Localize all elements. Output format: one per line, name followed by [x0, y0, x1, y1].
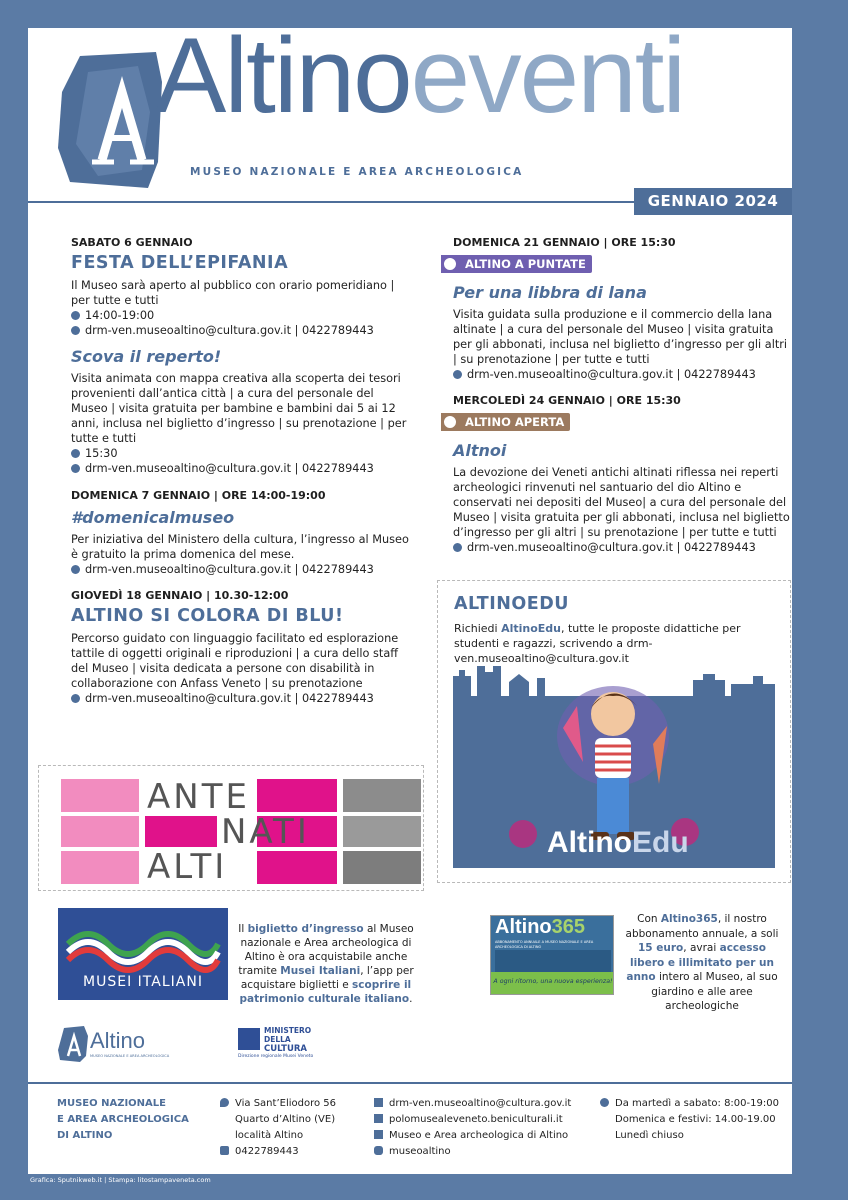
- credits: Grafica: Sputnikweb.it | Stampa: litostampaveneta.com: [30, 1176, 211, 1184]
- box-icon: [441, 413, 459, 431]
- location-icon: [220, 1098, 229, 1107]
- footer-email[interactable]: drm-ven.museoaltino@cultura.gov.it: [389, 1098, 572, 1109]
- event-date: DOMENICA 21 GENNAIO | ORE 15:30: [453, 236, 676, 249]
- event-description: Il Museo sarà aperto al pubblico con orario pomeridiano | per tutte e tutti: [71, 279, 395, 307]
- ministero-logo: MINISTERO DELLA CULTURA Direzione regionale Musei Veneto: [238, 1026, 314, 1059]
- footer-instagram[interactable]: museoaltino: [389, 1146, 451, 1157]
- event-title: Scova il reperto!: [71, 347, 222, 366]
- event-contact[interactable]: drm-ven.museoaltino@cultura.gov.it | 0422789443: [85, 462, 374, 475]
- edu-title: ALTINOEDU: [454, 594, 569, 614]
- event-time: 15:30: [85, 447, 118, 460]
- event-title: FESTA DELL’EPIFANIA: [71, 253, 289, 273]
- phone-icon: [220, 1146, 229, 1155]
- clock-icon: [71, 311, 80, 320]
- info-icon: [453, 543, 462, 552]
- instagram-icon: [374, 1146, 383, 1155]
- footer-address: località Altino: [235, 1130, 304, 1141]
- event-description: Per iniziativa del Ministero della cultura, l’ingresso al Museo è gratuito la prima domenica del mese.: [71, 533, 409, 561]
- event-title: Altnoi: [453, 441, 507, 460]
- altinoedu-box: [437, 580, 791, 883]
- footer-hours: Lunedì chiuso: [615, 1130, 684, 1141]
- calendar-clock-icon: [600, 1098, 609, 1107]
- month-badge: GENNAIO 2024: [634, 188, 792, 215]
- clock-icon: [71, 449, 80, 458]
- facebook-icon: [374, 1130, 383, 1139]
- info-icon: [71, 464, 80, 473]
- footer-facebook[interactable]: Museo e Area archeologica di Altino: [389, 1130, 569, 1141]
- web-icon: [374, 1114, 383, 1123]
- header-rule: [28, 201, 634, 203]
- event-contact[interactable]: drm-ven.museoaltino@cultura.gov.it | 0422789443: [85, 692, 374, 705]
- footer-address: Via Sant’Eliodoro 56: [235, 1098, 336, 1109]
- edu-illustration: [453, 666, 775, 868]
- event-description: Visita animata con mappa creativa alla scoperta dei tesori provenienti dall’antica città | a cura del personale del Museo | visita gratuita per bambine e bambini dai 5 ai 12 anni, inclusa nel biglietto d’ingresso | su prenotazione | per tutte e tutti: [71, 372, 407, 445]
- footer-phone[interactable]: 0422789443: [235, 1146, 299, 1157]
- mail-icon: [374, 1098, 383, 1107]
- altino365-logo: Altino365 ABBONAMENTO ANNUALE A MUSEO NAZIONALE E AREA ARCHEOLOGICA DI ALTINO A ogni ritorno, una nuova esperienza!: [490, 915, 614, 995]
- musei-italiani-text: Il biglietto d’ingresso al Museo nazionale e Area archeologica di Altino è ora acquistabile anche tramite Musei Italiani, l’app per acquistare biglietti e scoprire il patrimonio culturale italiano.: [238, 923, 414, 1005]
- altino-small-logo: Altino MUSEO NAZIONALE E AREA ARCHEOLOGICA: [58, 1026, 188, 1062]
- series-tag: ALTINO A PUNTATE: [441, 255, 592, 273]
- info-icon: [71, 565, 80, 574]
- event-description: Visita guidata sulla produzione e il commercio della lana altinate | a cura del personale del Museo | visita gratuita per gli abbonati, inclusa nel biglietto d’ingresso per gli altri | su prenotazione | per tutte e tutti: [453, 308, 788, 366]
- column-icon: [441, 255, 459, 273]
- footer-address: Quarto d’Altino (VE): [235, 1114, 336, 1125]
- footer-website[interactable]: polomusealeveneto.beniculturali.it: [389, 1114, 563, 1125]
- info-icon: [71, 694, 80, 703]
- masthead-title: Altinoeventi: [155, 15, 685, 135]
- event-contact[interactable]: drm-ven.museoaltino@cultura.gov.it | 0422789443: [85, 324, 374, 337]
- event-title: Per una libbra di lana: [453, 283, 647, 302]
- event-contact[interactable]: drm-ven.museoaltino@cultura.gov.it | 0422789443: [467, 541, 756, 554]
- altino-a-logo: [58, 52, 166, 188]
- footer-hours: Da martedì a sabato: 8:00-19:00: [615, 1098, 779, 1109]
- event-date: DOMENICA 7 GENNAIO | ORE 14:00-19:00: [71, 489, 326, 502]
- left-events-column: [71, 236, 411, 706]
- event-title: ALTINO SI COLORA DI BLU!: [71, 606, 344, 626]
- altinoedu-logo-text: AltinoEdu: [547, 826, 689, 859]
- footer-name: MUSEO NAZIONALE: [57, 1098, 166, 1109]
- masthead-subtitle: MUSEO NAZIONALE E AREA ARCHEOLOGICA: [190, 166, 524, 178]
- footer-name: DI ALTINO: [57, 1130, 113, 1141]
- footer-hours: Domenica e festivi: 14.00-19.00: [615, 1114, 776, 1125]
- info-icon: [71, 326, 80, 335]
- event-contact[interactable]: drm-ven.museoaltino@cultura.gov.it | 0422789443: [467, 368, 756, 381]
- antenati-box: [38, 765, 424, 891]
- footer-name: E AREA ARCHEOLOGICA: [57, 1114, 189, 1125]
- info-icon: [453, 370, 462, 379]
- event-contact[interactable]: drm-ven.museoaltino@cultura.gov.it | 0422789443: [85, 563, 374, 576]
- altino365-text: Con Altino365, il nostro abbonamento annuale, a soli 15 euro, avrai accesso libero e illimitato per un anno intero al Museo, al suo giardino e alle aree archeologiche: [625, 913, 779, 1012]
- event-description: Percorso guidato con linguaggio facilitato ed esplorazione tattile di oggetti originali e riproduzioni | a cura dello staff del Museo | visita dedicata a persone con disabilità in collaborazione con Anfass Veneto | su prenotazione: [71, 632, 399, 690]
- event-time: 14:00-19:00: [85, 309, 155, 322]
- event-title: #domenicalmuseo: [71, 508, 235, 527]
- event-date: SABATO 6 GENNAIO: [71, 236, 193, 249]
- musei-italiani-logo: MUSEI ITALIANI: [58, 908, 228, 1000]
- series-tag: ALTINO APERTA: [441, 413, 570, 431]
- event-description: La devozione dei Veneti antichi altinati riflessa nei reperti archeologici rinvenuti nel santuario del dio Altino e conservati nei depositi del Museo| a cura del personale del Museo | visita gratuita per gli abbonati, inclusa nel biglietto d’ingresso per gli altri | su prenotazione | per tutte e tutti: [453, 466, 790, 539]
- footer: [28, 1082, 792, 1170]
- right-events-column: [453, 236, 791, 555]
- edu-text: Richiedi AltinoEdu, tutte le proposte didattiche per studenti e ragazzi, scrivendo a drm-ven.museoaltino@cultura.gov.it: [454, 622, 741, 665]
- event-date: GIOVEDÌ 18 GENNAIO | 10.30-12:00: [71, 589, 289, 602]
- event-date: MERCOLEDÌ 24 GENNAIO | ORE 15:30: [453, 394, 681, 407]
- antenati-graphic: ANTE NATI ALTI: [61, 779, 420, 884]
